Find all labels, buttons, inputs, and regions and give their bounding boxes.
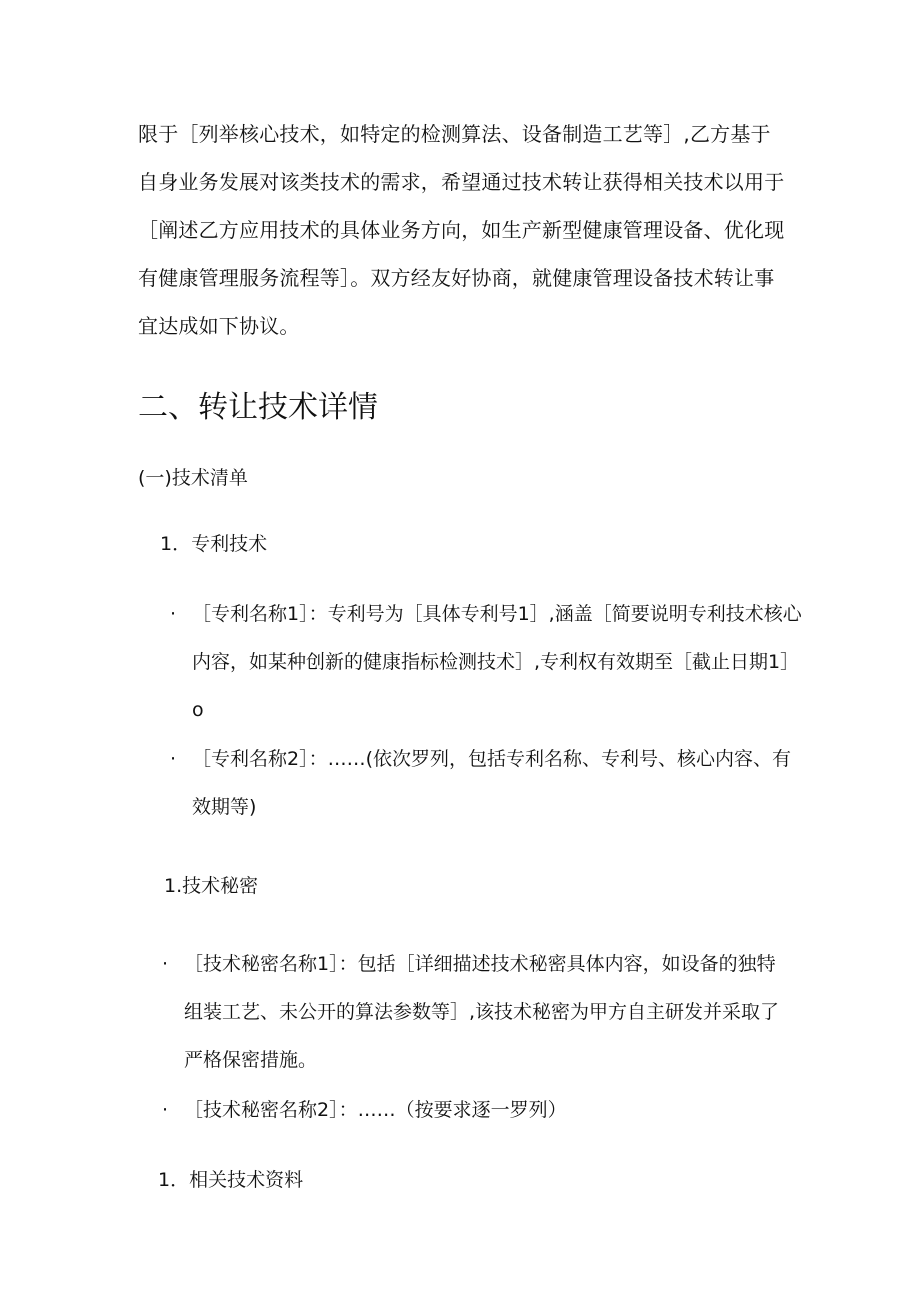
secret-bullet-2: ［技术秘密名称2］：……（按要求逐一罗列） [184,1099,567,1121]
item-title-patent: 1．专利技术 [160,533,268,555]
patent-bullet-1: ［专利名称1］：专利号为［具体专利号1］,涵盖［简要说明专利技术核心内容，如某种创新的健康指标检测技术］,专利权有效期至［截止日期1］o [192,603,802,721]
secret-bullet-1: ［技术秘密名称1］：包括［详细描述技术秘密具体内容，如设备的独特组装工艺、未公开的算法参数等］,该技术秘密为甲方自主研发并采取了严格保密措施。 [184,953,780,1071]
bullet-dot: · [170,603,177,625]
section-heading: 二、转让技术详情 [138,390,378,425]
intro-paragraph: 限于［列举核心技术，如特定的检测算法、设备制造工艺等］,乙方基于自身业务发展对该类技术的需求，希望通过技术转让获得相关技术以用于［阐述乙方应用技术的具体业务方向，如生产新型健康管理设备、优化现有健康管理服务流程等］。双方经友好协商，就健康管理设备技术转让事宜达成如下协议。 [138,122,785,338]
bullet-dot: · [170,748,177,770]
bullet-dot: · [162,953,169,975]
patent-bullet-2: ［专利名称2］：……(依次罗列，包括专利名称、专利号、核心内容、有效期等) [192,748,792,818]
item-title-materials: 1．相关技术资料 [158,1169,304,1191]
item-title-secret: 1.技术秘密 [164,875,259,897]
subsection-title: (一)技术清单 [138,467,248,489]
bullet-dot: · [162,1099,169,1121]
